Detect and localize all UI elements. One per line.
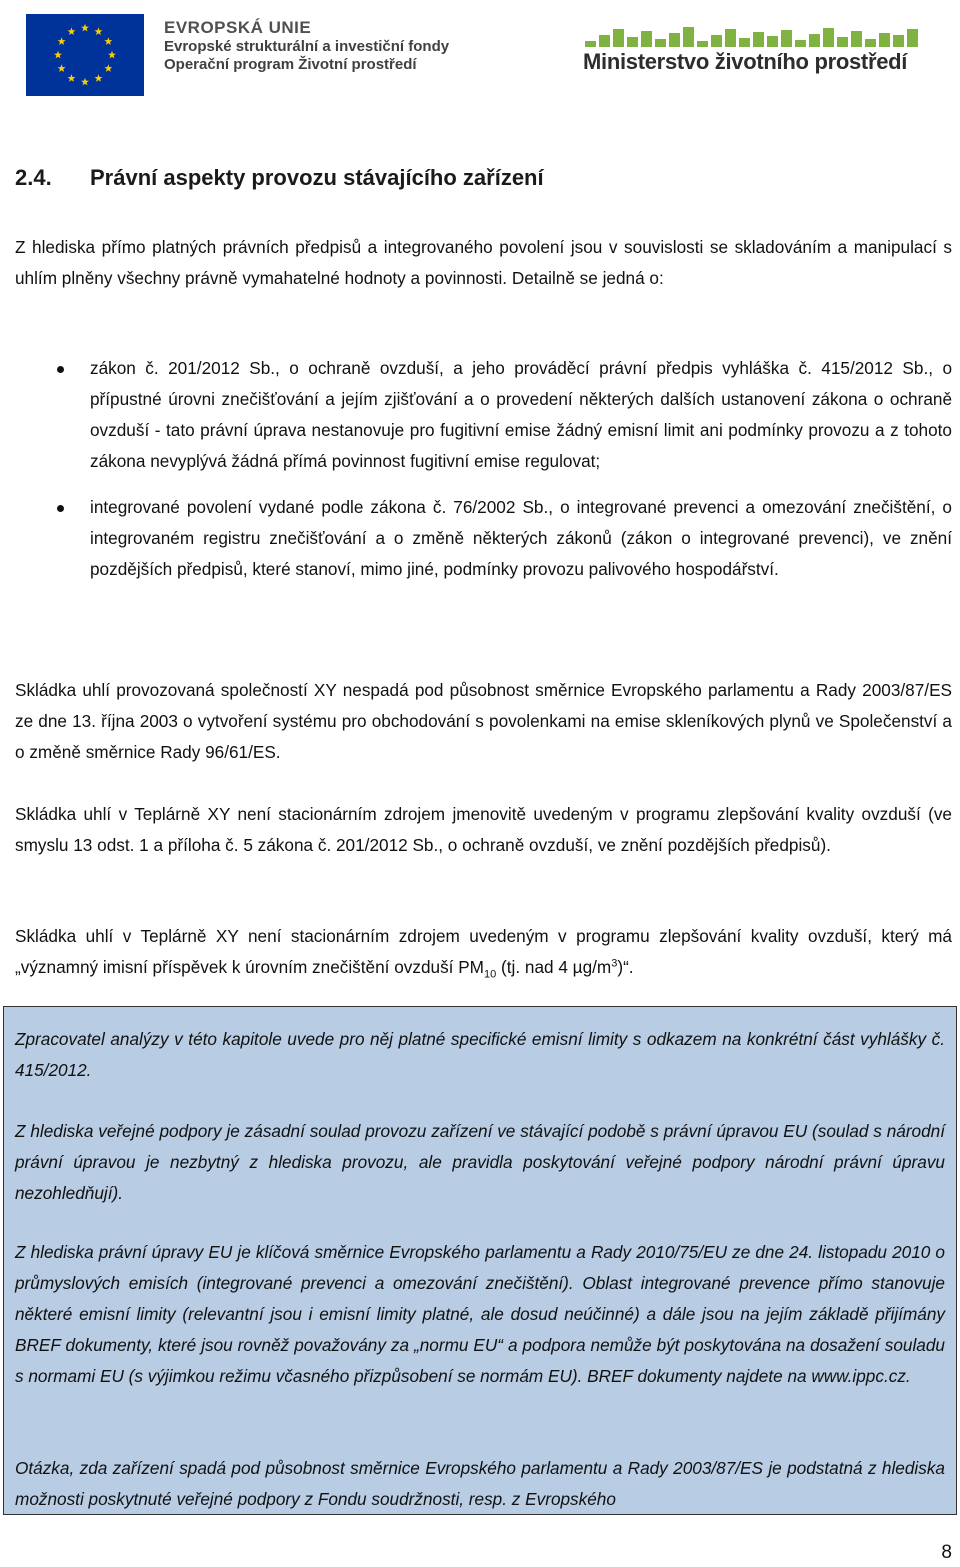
eu-line-1: EVROPSKÁ UNIE — [164, 18, 312, 37]
paragraph-ets: Skládka uhlí provozovaná společností XY nespadá pod působnost směrnice Evropského parlamentu a Rady 2003/87/ES ze dne 13. října 2003 o vytvoření systému pro obchodování s povolenkami na emise skleníkových plynů ve Společenství a o změně směrnice Rady 96/61/ES. — [15, 680, 952, 762]
section-title: Právní aspekty provozu stávajícího zařízení — [90, 165, 544, 190]
page-header — [0, 0, 960, 110]
page-number: 8 — [941, 1542, 952, 1563]
list-item: integrované povolení vydané podle zákona č. 76/2002 Sb., o integrované prevenci a omezování znečištění, o integrovaném registru znečišťování a o změně některých zákonů (zákon o integrované prevenci), ve znění pozdějších předpisů, které stanoví, mimo jiné, podmínky provozu palivového hospodářství. — [15, 492, 952, 585]
ministry-bars-icon — [585, 27, 933, 47]
ministry-name: Ministerstvo životního prostředí — [583, 49, 908, 74]
section-number: 2.4. — [15, 165, 52, 190]
ministry-logo — [583, 27, 933, 97]
note-paragraph: Zpracovatel analýzy v této kapitole uvede pro něj platné specifické emisní limity s odkazem na konkrétní část vyhlášky č. 415/2012. — [15, 1029, 945, 1080]
eu-line-3: Operační program Životní prostředí — [164, 56, 417, 73]
paragraph-pm10: Skládka uhlí v Teplárně XY není stacionárním zdrojem uvedeným v programu zlepšování kvality ovzduší, který má „významný imisní příspěvek k úrovním znečištění ovzduší $PM_{10}$ (tj. nad 4 $\mu g/m^3)“$. — [15, 926, 952, 981]
list-item: zákon č. 201/2012 Sb., o ochraně ovzduší, a jeho prováděcí právní předpis vyhláška č. 415/2012 Sb., o přípustné úrovni znečišťování a jejím zjišťování a o provedení některých dalších ustanovení zákona o ochraně ovzduší - tato právní úprava nestanovuje pro fugitivní emise žádný emisní limit ani podmínky provozu a z tohoto zákona nevyplývá žádná přímá povinnost fugitivní emise regulovat; — [15, 353, 952, 477]
section-heading — [15, 165, 952, 191]
note-paragraph: Z hlediska právní úpravy EU je klíčová směrnice Evropského parlamentu a Rady 2010/75/EU ze dne 24. listopadu 2010 o průmyslových emisích (integrované prevenci a omezování znečištění). Oblast integrované prevence přímo stanovuje některé emisní limity (relevantní jsou i emisní limity platné, ale dosud neúčinné) a dále jsou na jejím základě přijímány BREF dokumenty, které jsou rovněž považovány za „normu EU“ a podpora nemůže být poskytována na dosažení souladu s normami EU (s výjimkou režimu včasného přizpůsobení se normám EU). BREF dokumenty najdete na www.ippc.cz. — [15, 1242, 945, 1386]
paragraph-air-quality-program: Skládka uhlí v Teplárně XY není stacionárním zdrojem jmenovitě uvedeným v programu zlepšování kvality ovzduší (ve smyslu 13 odst. 1 a příloha č. 5 zákona č. 201/2012 Sb., o ochraně ovzduší, ve znění pozdějších předpisů). — [15, 804, 952, 855]
note-paragraph: Z hlediska veřejné podpory je zásadní soulad provozu zařízení ve stávající podobě s právní úpravou EU (soulad s národní právní úpravou je nezbytný z hlediska provozu, ale pravidla poskytování veřejné podpory národní právní úpravu nezohledňují). — [15, 1121, 945, 1203]
legal-basis-list — [15, 353, 952, 600]
note-paragraph: Otázka, zda zařízení spadá pod působnost směrnice Evropského parlamentu a Rady 2003/87/ES je podstatná z hlediska možnosti poskytnuté veřejné podpory z Fondu soudržnosti, resp. z Evropského — [15, 1458, 945, 1509]
intro-paragraph: Z hlediska přímo platných právních předpisů a integrovaného povolení jsou v souvislosti se skladováním a manipulací s uhlím plněny všechny právně vymahatelné hodnoty a povinnosti. Detailně se jedná o: — [15, 237, 952, 288]
eu-program-label — [164, 18, 449, 74]
eu-flag-icon — [26, 14, 144, 96]
document-body — [15, 165, 952, 981]
eu-line-2: Evropské strukturální a investiční fondy — [164, 38, 450, 55]
guidance-note-box — [3, 1006, 957, 1515]
bullet-icon — [57, 366, 64, 373]
bullet-icon — [57, 505, 64, 512]
